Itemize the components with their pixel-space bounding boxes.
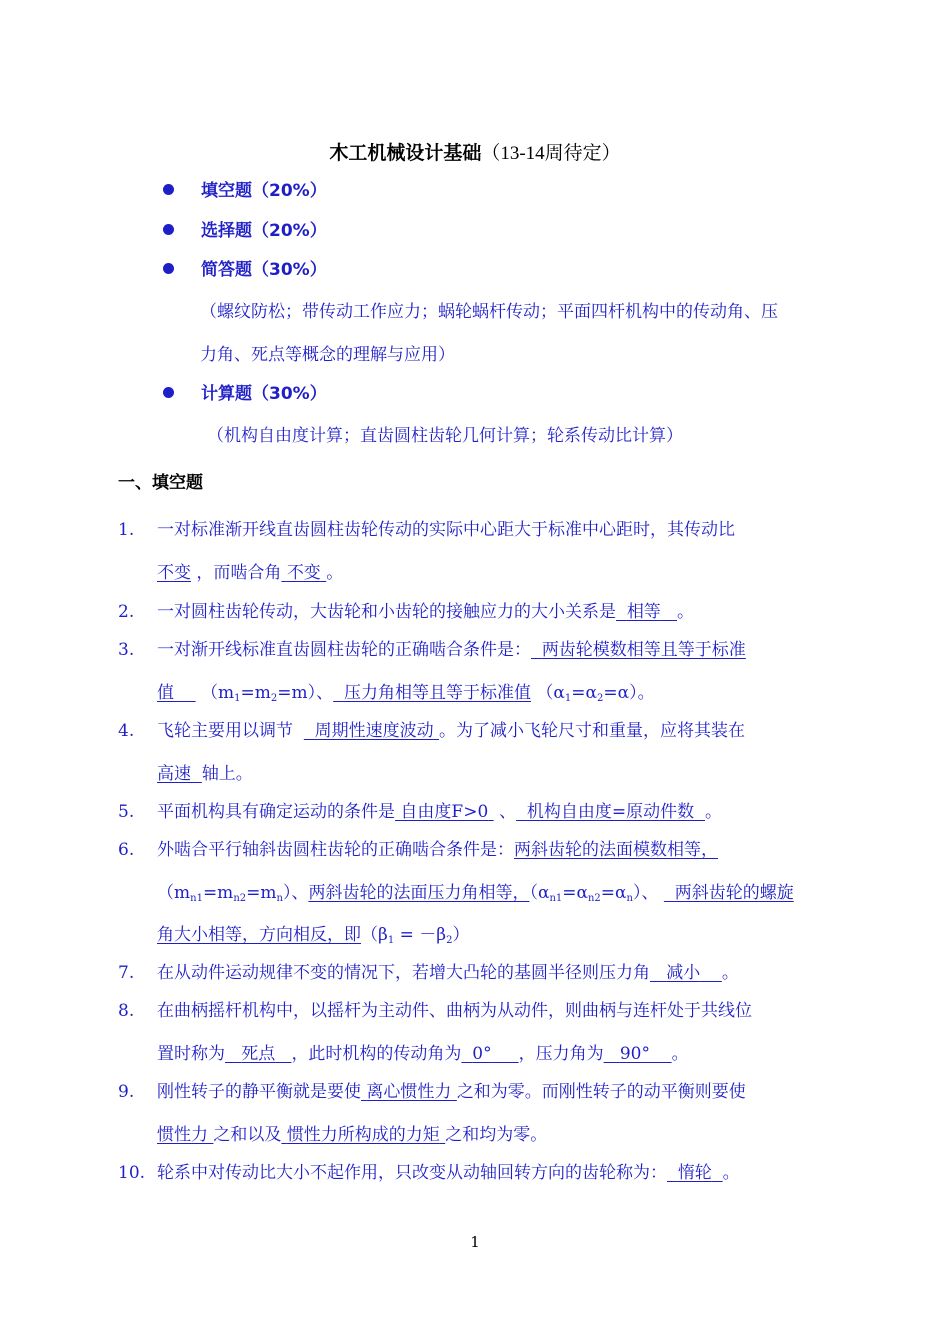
title-main: 木工机械设计基础 (329, 142, 482, 164)
question-number: 7. (118, 963, 135, 983)
answer-blank: 不变 (286, 563, 321, 583)
bullet-dot-icon (163, 224, 174, 235)
answer-blank: 两斜齿轮的法面压力角相等， (308, 883, 530, 903)
question-number: 3. (118, 640, 135, 660)
answer-blank: 值 (157, 683, 174, 703)
page-number: 1 (470, 1233, 480, 1251)
question-number: 5. (118, 802, 135, 822)
answer-blank: 角大小相等，方向相反，即 (157, 925, 361, 945)
answer-blank: 惯性力 (157, 1125, 208, 1145)
question-8-line2: 置时称为 死点 ，此时机构的传动角为 0° ，压力角为 90° 。 (157, 1044, 689, 1064)
bullet-dot-icon (163, 387, 174, 398)
question-8-line1: 在曲柄摇杆机构中，以摇杆为主动件、曲柄为从动件，则曲柄与连杆处于共线位 (157, 1001, 752, 1021)
question-3-line1: 一对渐开线标准直齿圆柱齿轮的正确啮合条件是： 两齿轮模数相等且等于标准 (157, 640, 746, 660)
answer-blank: 两斜齿轮的螺旋 (674, 883, 794, 903)
question-number: 8. (118, 1001, 135, 1021)
outline-item-calculation: 计算题（30%） (163, 381, 327, 407)
question-number: 9. (118, 1082, 135, 1102)
section-heading: 一、填空题 (118, 473, 203, 493)
question-5-line1: 平面机构具有确定运动的条件是 自由度F>0 、 机构自由度=原动件数 。 (157, 802, 722, 822)
answer-blank: 压力角相等且等于标准值 (343, 683, 531, 703)
question-number: 4. (118, 721, 135, 741)
question-number: 6. (118, 840, 135, 860)
answer-blank: 不变 (157, 563, 191, 583)
outline-item-multiple-choice: 选择题（20%） (163, 218, 327, 244)
question-6-line2: （mn1=mn2=mn）、两斜齿轮的法面压力角相等，（αn1=αn2=αn）、 两斜齿轮的螺旋 (157, 883, 794, 904)
question-4-line1: 飞轮主要用以调节 周期性速度波动 。为了减小飞轮尺寸和重量，应将其装在 (157, 721, 746, 741)
answer-blank: 死点 (241, 1044, 276, 1064)
answer-blank: 惰轮 (677, 1163, 712, 1183)
question-1-line2: 不变 ，而啮合角 不变 。 (157, 563, 344, 583)
question-6-line3: 角大小相等，方向相反，即（β1 = －β2） (157, 925, 470, 946)
title-sub: （13-14周待定） (481, 143, 621, 164)
question-number: 1. (118, 520, 135, 540)
answer-blank: 0° (472, 1044, 492, 1064)
question-9-line2: 惯性力 之和以及 惯性力所构成的力矩 之和均为零。 (157, 1125, 548, 1145)
outline-item-fill-blank: 填空题（20%） (163, 178, 327, 204)
answer-blank: 高速 (157, 764, 191, 784)
question-2-line1: 一对圆柱齿轮传动，大齿轮和小齿轮的接触应力的大小关系是 相等 。 (157, 602, 695, 622)
question-7-line1: 在从动件运动规律不变的情况下，若增大凸轮的基圆半径则压力角 减小 。 (157, 963, 739, 983)
document-title (0, 138, 950, 168)
answer-blank: 两齿轮模数相等且等于标准 (541, 640, 746, 660)
answer-blank: 周期性速度波动 (314, 721, 434, 741)
answer-blank: 两斜齿轮的法面模数相等， (514, 840, 718, 860)
answer-blank: 90° (619, 1044, 650, 1064)
question-6-line1: 外啮合平行轴斜齿圆柱齿轮的正确啮合条件是：两斜齿轮的法面模数相等， (157, 840, 718, 860)
calculation-note: （机构自由度计算；直齿圆柱齿轮几何计算；轮系传动比计算） (207, 426, 683, 446)
answer-blank: 相等 (626, 602, 661, 622)
question-1-line1: 一对标准渐开线直齿圆柱齿轮传动的实际中心距大于标准中心距时，其传动比 (157, 520, 735, 540)
question-number: 2. (118, 602, 135, 622)
answer-blank: 离心惯性力 (366, 1082, 452, 1102)
answer-blank: 惯性力所构成的力矩 (286, 1125, 440, 1145)
short-answer-note-line1: （螺纹防松；带传动工作应力；蜗轮蜗杆传动；平面四杆机构中的传动角、压 (200, 302, 778, 322)
bullet-dot-icon (163, 263, 174, 274)
bullet-dot-icon (163, 184, 174, 195)
question-4-line2: 高速 轴上。 (157, 764, 253, 784)
short-answer-note-line2: 力角、死点等概念的理解与应用） (200, 345, 455, 365)
question-9-line1: 刚性转子的静平衡就是要使 离心惯性力 之和为零。而刚性转子的动平衡则要使 (157, 1082, 746, 1102)
question-10-line1: 轮系中对传动比大小不起作用，只改变从动轴回转方向的齿轮称为： 惰轮 。 (157, 1163, 740, 1183)
answer-blank: 减小 (666, 963, 701, 983)
question-3-line2: 值 （m1=m2=m）、 压力角相等且等于标准值 （α1=α2=α）。 (157, 683, 655, 704)
question-number: 10. (118, 1163, 146, 1183)
outline-item-short-answer: 简答题（30%） (163, 257, 327, 283)
answer-blank: 机构自由度=原动件数 (526, 802, 695, 822)
answer-blank: 自由度F>0 (400, 802, 489, 822)
